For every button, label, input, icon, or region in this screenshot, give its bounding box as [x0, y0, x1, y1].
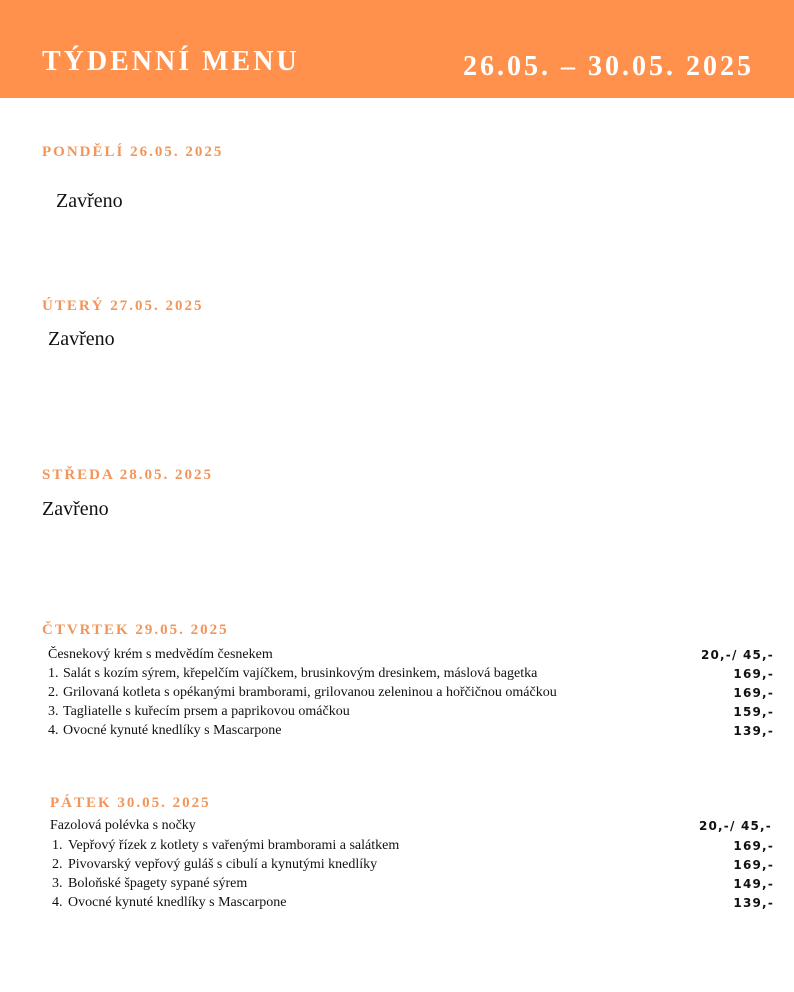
friday-item-row	[0, 877, 794, 896]
item-number: 4.	[48, 723, 59, 738]
week-date-range: 26.05. – 30.05. 2025	[463, 51, 754, 82]
friday-heading: PÁTEK 30.05. 2025	[50, 795, 211, 811]
friday-item-row	[0, 896, 794, 915]
dish-name: Pivovarský vepřový guláš s cibulí a kynutými knedlíky	[68, 857, 378, 872]
tuesday-heading: ÚTERÝ 27.05. 2025	[42, 298, 204, 314]
soup-price: 20,-/ 45,-	[698, 819, 772, 833]
soup-name: Česnekový krém s medvědím česnekem	[48, 647, 273, 662]
thursday-soup-row	[0, 648, 794, 667]
thursday-item-row	[0, 705, 794, 724]
friday-soup-row	[0, 819, 794, 838]
dish-name: Ovocné kynuté knedlíky s Mascarpone	[68, 895, 287, 910]
friday-item-row	[0, 839, 794, 858]
dish-price: 169,-	[733, 667, 774, 681]
dish-name: Boloňské špagety sypané sýrem	[68, 876, 248, 891]
wednesday-closed-note: Zavřeno	[42, 498, 109, 520]
item-number: 3.	[48, 704, 59, 719]
dish-price: 139,-	[733, 896, 774, 910]
thursday-item-row	[0, 724, 794, 743]
dish-price: 169,-	[733, 839, 774, 853]
friday-item-row	[0, 858, 794, 877]
item-number: 2.	[52, 857, 63, 872]
dish-name: Vepřový řízek z kotlety s vařenými bramborami a salátkem	[68, 838, 400, 853]
wednesday-heading: STŘEDA 28.05. 2025	[42, 467, 214, 483]
dish-price: 149,-	[733, 877, 774, 891]
monday-heading: PONDĚLÍ 26.05. 2025	[42, 144, 224, 160]
item-number: 3.	[52, 876, 63, 891]
dish-price: 169,-	[733, 686, 774, 700]
tuesday-closed-note: Zavřeno	[48, 328, 115, 350]
item-number: 1.	[48, 666, 59, 681]
dish-price: 159,-	[733, 705, 774, 719]
dish-name: Salát s kozím sýrem, křepelčím vajíčkem, brusinkovým dresinkem, máslová bagetka	[63, 666, 538, 681]
thursday-item-row	[0, 686, 794, 705]
thursday-heading: ČTVRTEK 29.05. 2025	[42, 622, 229, 638]
dish-name: Tagliatelle s kuřecím prsem a paprikovou omáčkou	[63, 704, 350, 719]
dish-name: Ovocné kynuté knedlíky s Mascarpone	[63, 723, 282, 738]
item-number: 2.	[48, 685, 59, 700]
item-number: 1.	[52, 838, 63, 853]
soup-name: Fazolová polévka s nočky	[50, 818, 196, 833]
monday-closed-note: Zavřeno	[56, 190, 123, 212]
dish-name: Grilovaná kotleta s opékanými bramborami, grilovanou zeleninou a hořčičnou omáčkou	[63, 685, 557, 700]
dish-price: 169,-	[733, 858, 774, 872]
soup-price: 20,-/ 45,-	[700, 648, 774, 662]
dish-price: 139,-	[733, 724, 774, 738]
header-banner	[0, 0, 794, 98]
thursday-item-row	[0, 667, 794, 686]
menu-title: TÝDENNÍ MENU	[42, 46, 300, 77]
item-number: 4.	[52, 895, 63, 910]
